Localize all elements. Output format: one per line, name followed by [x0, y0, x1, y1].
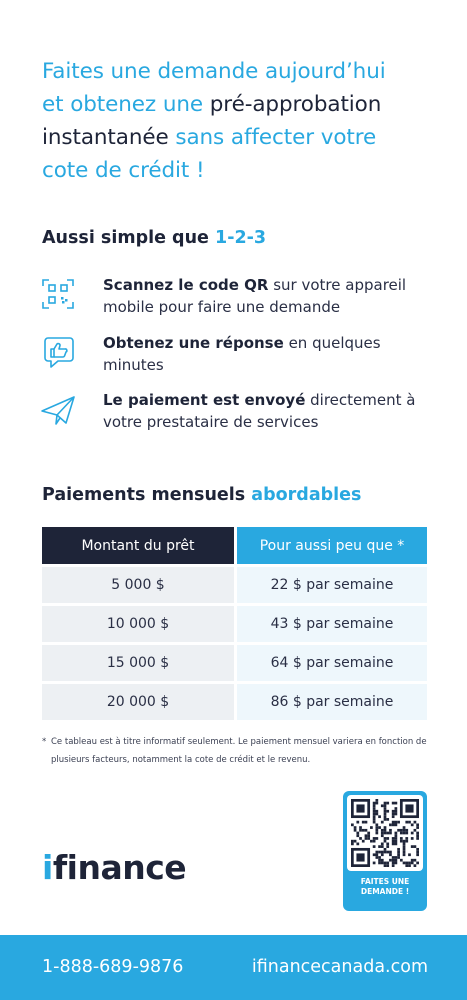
table-row	[42, 606, 427, 642]
headline-line-1: Faites une demande aujourd’hui	[42, 59, 386, 84]
step-1-text	[103, 274, 423, 318]
footnote	[42, 733, 442, 769]
weekly-payment-cell: 86 $ par semaine	[237, 684, 427, 720]
step-2	[40, 332, 440, 382]
step-2-text	[103, 332, 423, 376]
payments-title-part-a: Paiements mensuels	[42, 485, 252, 505]
weekly-payment-cell: 22 $ par semaine	[237, 567, 427, 603]
website-link[interactable]: ifinancecanada.com	[251, 957, 428, 977]
step-1	[40, 274, 440, 324]
table-row	[42, 684, 427, 720]
qr-scan-icon	[40, 276, 76, 312]
steps-title-part-b: 1-2-3	[215, 228, 267, 248]
qr-cta-line-2: DEMANDE !	[360, 887, 410, 896]
payments-title	[42, 485, 361, 505]
qr-cta-line-1: FAITES UNE	[360, 877, 410, 886]
weekly-payment-cell: 43 $ par semaine	[237, 606, 427, 642]
step-3-bold: Le paiement est envoyé	[103, 391, 306, 409]
header-loan-amount: Montant du prêt	[42, 527, 234, 564]
payments-title-part-b: abordables	[251, 485, 362, 505]
qr-cta	[343, 877, 427, 897]
loan-amount-cell: 20 000 $	[42, 684, 234, 720]
headline-line-2	[42, 88, 442, 121]
qr-code[interactable]	[347, 795, 423, 871]
header-payment-from: Pour aussi peu que *	[237, 527, 427, 564]
loan-amount-cell: 15 000 $	[42, 645, 234, 681]
step-1-bold: Scannez le code QR	[103, 276, 269, 294]
paper-plane-icon	[40, 391, 76, 427]
steps-title-part-a: Aussi simple que	[42, 228, 216, 248]
table-row	[42, 567, 427, 603]
headline-line-2-part-b: pré-approbation	[209, 92, 382, 117]
headline-line-3-part-b: sans affecter votre	[175, 125, 377, 150]
steps-title	[42, 228, 266, 248]
footer-bar	[0, 935, 467, 1000]
logo-i: i	[42, 848, 53, 887]
headline-line-2-part-a: et obtenez une	[42, 92, 210, 117]
logo-wordmark: finance	[52, 848, 187, 887]
table-row	[42, 645, 427, 681]
headline-line-3	[42, 121, 442, 154]
phone-number[interactable]: 1-888-689-9876	[42, 957, 184, 977]
table-header-row	[42, 527, 427, 564]
headline-line-4: cote de crédit !	[42, 158, 205, 183]
weekly-payment-cell: 64 $ par semaine	[237, 645, 427, 681]
step-1-rest: sur votre appareil mobile pour faire une demande	[103, 276, 407, 316]
step-3-text	[103, 389, 423, 433]
step-2-rest: en quelques minutes	[103, 334, 381, 374]
footnote-star: *	[42, 737, 47, 747]
headline-line-3-part-a: instantanée	[42, 125, 176, 150]
step-3-rest: directement à votre prestataire de services	[103, 391, 416, 431]
step-2-bold: Obtenez une réponse	[103, 334, 284, 352]
headline	[42, 55, 442, 187]
loan-amount-cell: 5 000 $	[42, 567, 234, 603]
thumbs-up-icon	[40, 334, 76, 370]
qr-card[interactable]	[343, 791, 427, 911]
payments-table	[42, 524, 427, 723]
step-3	[40, 389, 440, 439]
ifinance-logo	[42, 848, 186, 887]
loan-amount-cell: 10 000 $	[42, 606, 234, 642]
qr-code-icon	[347, 795, 423, 871]
footnote-text: Ce tableau est à titre informatif seulement. Le paiement mensuel variera en fonction de plusieurs facteurs, notamment la cote de crédit et le revenu.	[51, 737, 427, 765]
